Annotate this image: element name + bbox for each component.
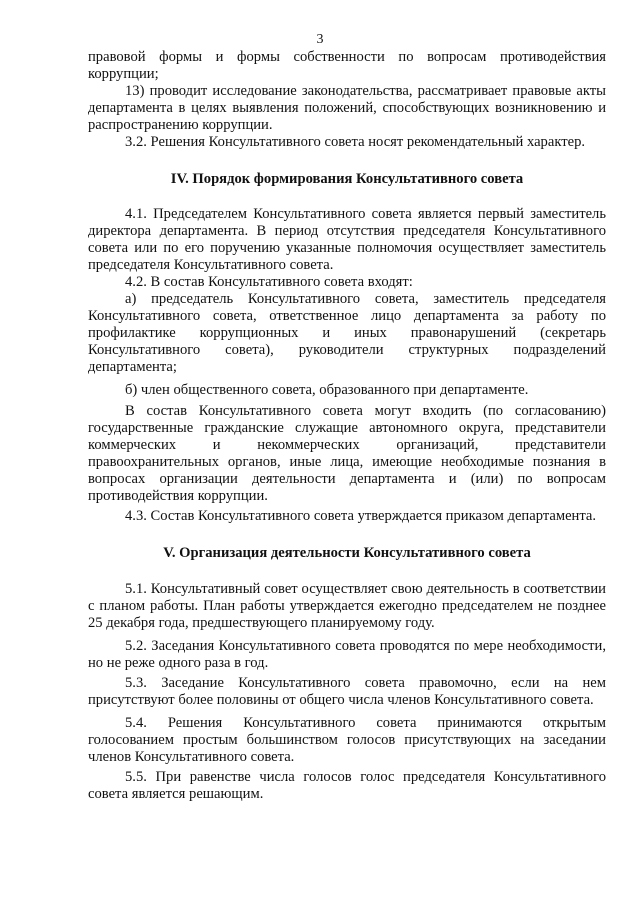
paragraph-4-1: 4.1. Председателем Консультативного совета является первый заместитель директора департамента. В период отсутствия председателя Консультативного совета или по его поручению указанные полномочия осуществляет заместитель председателя Консультативного совета. <box>88 206 606 273</box>
paragraph-5-4: 5.4. Решения Консультативного совета принимаются открытым голосованием простым большинством голосов присутствующих на заседании членов Консультативного совета. <box>88 715 606 765</box>
paragraph-3-2: 3.2. Решения Консультативного совета носят рекомендательный характер. <box>125 134 586 150</box>
section-v-heading: V. Организация деятельности Консультативного совета <box>163 545 531 561</box>
paragraph-4-2-a: а) председатель Консультативного совета, заместитель председателя Консультативного совета, ответственное лицо департамента за работу по профилактике коррупционных и иных правонарушений (секретарь Консультативного совета), руководители структурных подразделений департамента; <box>88 291 606 375</box>
document-body <box>88 49 606 803</box>
page-number: 3 <box>316 32 324 47</box>
paragraph-item-13: 13) проводит исследование законодательства, рассматривает правовые акты департамента в целях выявления положений, способствующих возникновению и распространению коррупции. <box>88 83 606 133</box>
paragraph-4-2: 4.2. В состав Консультативного совета входят: <box>125 274 413 290</box>
paragraph-4-2-composition: В состав Консультативного совета могут входить (по согласованию) государственные гражданские служащие автономного округа, представители коммерческих и некоммерческих организаций, представители правоохранительных органов, иные лица, имеющие необходимые познания в вопросах организации деятельности департамента и (или) по вопросам противодействия коррупции. <box>88 403 606 504</box>
paragraph-4-3: 4.3. Состав Консультативного совета утверждается приказом департамента. <box>125 508 597 524</box>
paragraph-5-1: 5.1. Консультативный совет осуществляет свою деятельность в соответствии с планом работы. План работы утверждается ежегодно председателем не позднее 25 декабря года, предшествующего планируемому году. <box>88 581 606 631</box>
paragraph-continuation: правовой формы и формы собственности по вопросам противодействия коррупции; <box>88 49 606 82</box>
paragraph-5-5: 5.5. При равенстве числа голосов голос председателя Консультативного совета является решающим. <box>88 769 606 802</box>
section-iv-heading: IV. Порядок формирования Консультативного совета <box>170 171 524 187</box>
paragraph-4-2-b: б) член общественного совета, образованного при департаменте. <box>125 382 529 398</box>
paragraph-5-2: 5.2. Заседания Консультативного совета проводятся по мере необходимости, но не реже одного раза в год. <box>88 638 606 671</box>
paragraph-5-3: 5.3. Заседание Консультативного совета правомочно, если на нем присутствуют более половины от общего числа членов Консультативного совета. <box>88 675 606 708</box>
